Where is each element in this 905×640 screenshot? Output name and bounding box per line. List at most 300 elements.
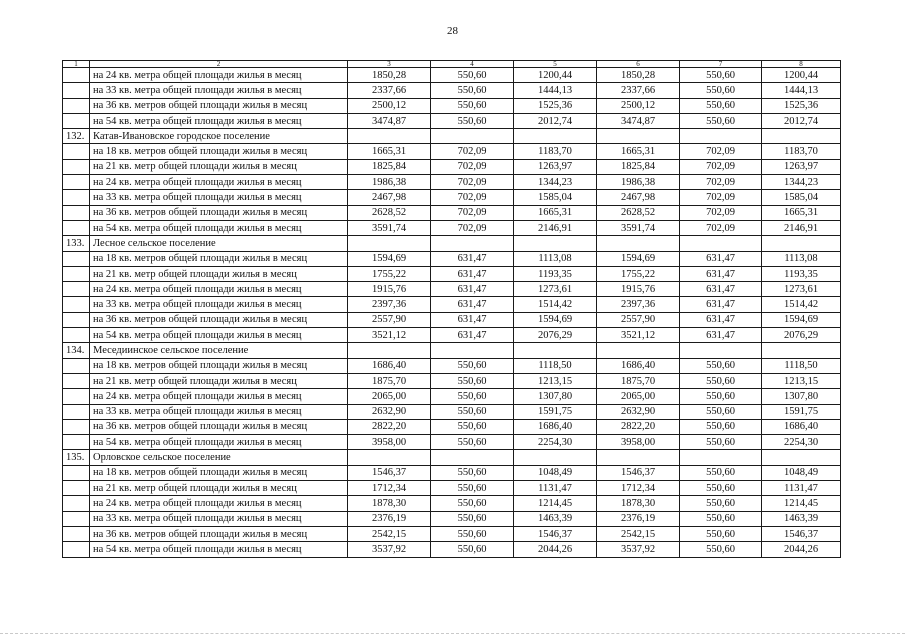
value-cell-col-6: 2822,20 [597,419,680,434]
value-cell-col-4: 702,09 [431,205,514,220]
value-cell-col-8: 2146,91 [762,220,841,235]
norm-description: на 33 кв. метра общей площади жилья в месяц [90,297,348,312]
index-cell [63,205,90,220]
index-cell [63,98,90,113]
empty-cell [431,450,514,465]
value-cell-col-4: 550,60 [431,373,514,388]
value-cell-col-3: 3958,00 [348,435,431,450]
value-cell-col-7: 631,47 [680,297,762,312]
value-cell-col-3: 2557,90 [348,312,431,327]
table-row [63,526,841,541]
empty-cell [762,236,841,251]
value-cell-col-3: 1875,70 [348,373,431,388]
value-cell-col-7: 550,60 [680,404,762,419]
value-cell-col-3: 1686,40 [348,358,431,373]
value-cell-col-3: 1755,22 [348,266,431,281]
value-cell-col-7: 702,09 [680,159,762,174]
value-cell-col-7: 702,09 [680,144,762,159]
section-number: 133. [63,236,90,251]
section-title: Катав-Ивановское городское поселение [90,129,348,144]
value-cell-col-7: 550,60 [680,542,762,557]
norm-description: на 54 кв. метра общей площади жилья в месяц [90,542,348,557]
value-cell-col-4: 702,09 [431,175,514,190]
index-cell [63,511,90,526]
table-body [63,68,841,558]
empty-cell [514,343,597,358]
index-cell [63,358,90,373]
section-number: 132. [63,129,90,144]
index-cell [63,389,90,404]
value-cell-col-5: 2044,26 [514,542,597,557]
value-cell-col-7: 631,47 [680,312,762,327]
value-cell-col-3: 1594,69 [348,251,431,266]
value-cell-col-8: 1344,23 [762,175,841,190]
value-cell-col-3: 2337,66 [348,83,431,98]
table-row [63,282,841,297]
value-cell-col-8: 1200,44 [762,68,841,83]
value-cell-col-5: 1200,44 [514,68,597,83]
norm-description: на 21 кв. метр общей площади жилья в месяц [90,266,348,281]
index-cell [63,190,90,205]
norm-description: на 24 кв. метра общей площади жилья в месяц [90,389,348,404]
value-cell-col-8: 1214,45 [762,496,841,511]
norm-description: на 54 кв. метра общей площади жилья в месяц [90,435,348,450]
section-row [63,450,841,465]
value-cell-col-5: 1183,70 [514,144,597,159]
index-cell [63,312,90,327]
empty-cell [762,129,841,144]
column-number: 1 [63,61,90,68]
section-row [63,343,841,358]
empty-cell [514,450,597,465]
value-cell-col-5: 1525,36 [514,98,597,113]
value-cell-col-6: 1875,70 [597,373,680,388]
value-cell-col-5: 1585,04 [514,190,597,205]
table-row [63,297,841,312]
norm-description: на 24 кв. метра общей площади жилья в месяц [90,68,348,83]
value-cell-col-7: 702,09 [680,205,762,220]
value-cell-col-3: 1712,34 [348,481,431,496]
value-cell-col-4: 550,60 [431,83,514,98]
value-cell-col-6: 3958,00 [597,435,680,450]
value-cell-col-4: 631,47 [431,297,514,312]
value-cell-col-4: 702,09 [431,159,514,174]
value-cell-col-5: 1546,37 [514,526,597,541]
index-cell [63,282,90,297]
value-cell-col-6: 2065,00 [597,389,680,404]
empty-cell [762,450,841,465]
index-cell [63,435,90,450]
value-cell-col-5: 1131,47 [514,481,597,496]
section-title: Лесное сельское поселение [90,236,348,251]
value-cell-col-8: 1131,47 [762,481,841,496]
empty-cell [348,450,431,465]
norm-description: на 36 кв. метров общей площади жилья в месяц [90,526,348,541]
index-cell [63,419,90,434]
value-cell-col-7: 702,09 [680,190,762,205]
norm-description: на 54 кв. метра общей площади жилья в месяц [90,220,348,235]
section-row [63,236,841,251]
section-number: 135. [63,450,90,465]
page-number: 28 [447,25,458,37]
section-number: 134. [63,343,90,358]
table-row [63,251,841,266]
value-cell-col-6: 2397,36 [597,297,680,312]
value-cell-col-3: 2632,90 [348,404,431,419]
table-row [63,266,841,281]
value-cell-col-4: 550,60 [431,98,514,113]
index-cell [63,542,90,557]
column-number: 5 [514,61,597,68]
norm-description: на 54 кв. метра общей площади жилья в месяц [90,328,348,343]
value-cell-col-7: 702,09 [680,220,762,235]
value-cell-col-7: 550,60 [680,113,762,128]
value-cell-col-6: 1594,69 [597,251,680,266]
value-cell-col-8: 1213,15 [762,373,841,388]
table-row [63,496,841,511]
index-cell [63,68,90,83]
index-cell [63,496,90,511]
value-cell-col-7: 631,47 [680,328,762,343]
value-cell-col-8: 1183,70 [762,144,841,159]
empty-cell [680,343,762,358]
value-cell-col-8: 1113,08 [762,251,841,266]
norm-description: на 36 кв. метров общей площади жилья в месяц [90,205,348,220]
value-cell-col-7: 550,60 [680,68,762,83]
index-cell [63,328,90,343]
value-cell-col-7: 550,60 [680,465,762,480]
norm-description: на 21 кв. метр общей площади жилья в месяц [90,481,348,496]
value-cell-col-6: 1825,84 [597,159,680,174]
value-cell-col-6: 3537,92 [597,542,680,557]
value-cell-col-3: 1665,31 [348,144,431,159]
table-row [63,144,841,159]
norm-description: на 36 кв. метров общей площади жилья в месяц [90,419,348,434]
value-cell-col-6: 2467,98 [597,190,680,205]
value-cell-col-4: 631,47 [431,312,514,327]
value-cell-col-8: 1665,31 [762,205,841,220]
value-cell-col-5: 1263,97 [514,159,597,174]
index-cell [63,220,90,235]
norm-description: на 54 кв. метра общей площади жилья в месяц [90,113,348,128]
column-number-row [63,61,841,68]
table-row [63,175,841,190]
value-cell-col-6: 1755,22 [597,266,680,281]
table-row [63,389,841,404]
table-row [63,404,841,419]
value-cell-col-6: 2376,19 [597,511,680,526]
empty-cell [597,450,680,465]
value-cell-col-4: 550,60 [431,113,514,128]
value-cell-col-6: 3591,74 [597,220,680,235]
value-cell-col-6: 2632,90 [597,404,680,419]
value-cell-col-5: 1048,49 [514,465,597,480]
index-cell [63,526,90,541]
table-row [63,190,841,205]
empty-cell [680,129,762,144]
value-cell-col-5: 2254,30 [514,435,597,450]
value-cell-col-5: 1686,40 [514,419,597,434]
empty-cell [597,343,680,358]
value-cell-col-3: 3591,74 [348,220,431,235]
value-cell-col-4: 550,60 [431,419,514,434]
norm-description: на 33 кв. метра общей площади жилья в месяц [90,83,348,98]
value-cell-col-6: 1686,40 [597,358,680,373]
empty-cell [348,129,431,144]
value-cell-col-8: 1525,36 [762,98,841,113]
section-row [63,129,841,144]
norm-description: на 18 кв. метров общей площади жилья в месяц [90,358,348,373]
value-cell-col-5: 1118,50 [514,358,597,373]
value-cell-col-4: 550,60 [431,496,514,511]
norm-description: на 36 кв. метров общей площади жилья в месяц [90,312,348,327]
value-cell-col-3: 3537,92 [348,542,431,557]
value-cell-col-7: 550,60 [680,526,762,541]
table-row [63,373,841,388]
value-cell-col-5: 1273,61 [514,282,597,297]
table-row [63,68,841,83]
value-cell-col-7: 550,60 [680,511,762,526]
table-row [63,83,841,98]
value-cell-col-6: 2500,12 [597,98,680,113]
value-cell-col-7: 550,60 [680,481,762,496]
index-cell [63,465,90,480]
value-cell-col-6: 1986,38 [597,175,680,190]
column-number: 8 [762,61,841,68]
value-cell-col-4: 550,60 [431,526,514,541]
value-cell-col-4: 550,60 [431,481,514,496]
index-cell [63,159,90,174]
norm-description: на 18 кв. метров общей площади жилья в месяц [90,144,348,159]
value-cell-col-3: 1878,30 [348,496,431,511]
value-cell-col-3: 3521,12 [348,328,431,343]
index-cell [63,83,90,98]
column-number: 3 [348,61,431,68]
value-cell-col-8: 1048,49 [762,465,841,480]
norm-description: на 24 кв. метра общей площади жилья в месяц [90,282,348,297]
column-number: 7 [680,61,762,68]
value-cell-col-3: 1986,38 [348,175,431,190]
value-cell-col-8: 1444,13 [762,83,841,98]
value-cell-col-8: 1263,97 [762,159,841,174]
table-row [63,159,841,174]
value-cell-col-5: 1307,80 [514,389,597,404]
value-cell-col-7: 550,60 [680,373,762,388]
value-cell-col-4: 631,47 [431,266,514,281]
value-cell-col-3: 2376,19 [348,511,431,526]
table-row [63,481,841,496]
empty-cell [597,129,680,144]
tariff-table [62,60,841,558]
value-cell-col-3: 1825,84 [348,159,431,174]
empty-cell [348,343,431,358]
table-row [63,205,841,220]
value-cell-col-7: 631,47 [680,251,762,266]
value-cell-col-8: 1514,42 [762,297,841,312]
value-cell-col-4: 550,60 [431,465,514,480]
value-cell-col-3: 1546,37 [348,465,431,480]
table-row [63,511,841,526]
empty-cell [431,236,514,251]
value-cell-col-4: 550,60 [431,358,514,373]
value-cell-col-8: 1546,37 [762,526,841,541]
value-cell-col-4: 631,47 [431,251,514,266]
table-row [63,328,841,343]
value-cell-col-5: 1591,75 [514,404,597,419]
value-cell-col-8: 1594,69 [762,312,841,327]
value-cell-col-3: 2628,52 [348,205,431,220]
value-cell-col-7: 550,60 [680,496,762,511]
column-number: 6 [597,61,680,68]
value-cell-col-4: 631,47 [431,282,514,297]
section-title: Меседиинское сельское поселение [90,343,348,358]
table-row [63,113,841,128]
value-cell-col-8: 1118,50 [762,358,841,373]
value-cell-col-6: 2542,15 [597,526,680,541]
norm-description: на 24 кв. метра общей площади жилья в месяц [90,496,348,511]
value-cell-col-5: 1344,23 [514,175,597,190]
value-cell-col-6: 3521,12 [597,328,680,343]
table-row [63,435,841,450]
value-cell-col-5: 1193,35 [514,266,597,281]
value-cell-col-3: 2397,36 [348,297,431,312]
value-cell-col-8: 1686,40 [762,419,841,434]
value-cell-col-3: 2065,00 [348,389,431,404]
value-cell-col-8: 1591,75 [762,404,841,419]
value-cell-col-6: 1546,37 [597,465,680,480]
value-cell-col-7: 550,60 [680,435,762,450]
norm-description: на 33 кв. метра общей площади жилья в месяц [90,511,348,526]
value-cell-col-4: 550,60 [431,389,514,404]
norm-description: на 21 кв. метр общей площади жилья в месяц [90,373,348,388]
value-cell-col-5: 1594,69 [514,312,597,327]
value-cell-col-8: 2076,29 [762,328,841,343]
value-cell-col-6: 3474,87 [597,113,680,128]
empty-cell [762,343,841,358]
value-cell-col-5: 1213,15 [514,373,597,388]
empty-cell [680,450,762,465]
value-cell-col-5: 2012,74 [514,113,597,128]
value-cell-col-5: 1113,08 [514,251,597,266]
empty-cell [348,236,431,251]
value-cell-col-5: 1514,42 [514,297,597,312]
value-cell-col-4: 550,60 [431,542,514,557]
index-cell [63,404,90,419]
norm-description: на 36 кв. метров общей площади жилья в месяц [90,98,348,113]
table-row [63,465,841,480]
value-cell-col-5: 1463,39 [514,511,597,526]
value-cell-col-8: 1307,80 [762,389,841,404]
value-cell-col-4: 631,47 [431,328,514,343]
value-cell-col-4: 550,60 [431,404,514,419]
value-cell-col-3: 2542,15 [348,526,431,541]
section-title: Орловское сельское поселение [90,450,348,465]
value-cell-col-7: 550,60 [680,98,762,113]
norm-description: на 18 кв. метров общей площади жилья в месяц [90,465,348,480]
index-cell [63,373,90,388]
index-cell [63,175,90,190]
value-cell-col-6: 2628,52 [597,205,680,220]
table-row [63,312,841,327]
column-number: 4 [431,61,514,68]
table-row [63,419,841,434]
value-cell-col-5: 1214,45 [514,496,597,511]
value-cell-col-7: 631,47 [680,266,762,281]
norm-description: на 18 кв. метров общей площади жилья в месяц [90,251,348,266]
index-cell [63,144,90,159]
value-cell-col-8: 2254,30 [762,435,841,450]
empty-cell [514,236,597,251]
value-cell-col-5: 1665,31 [514,205,597,220]
value-cell-col-8: 2044,26 [762,542,841,557]
value-cell-col-3: 2822,20 [348,419,431,434]
table-row [63,358,841,373]
value-cell-col-3: 2467,98 [348,190,431,205]
value-cell-col-5: 2076,29 [514,328,597,343]
empty-cell [431,343,514,358]
norm-description: на 33 кв. метра общей площади жилья в месяц [90,190,348,205]
value-cell-col-7: 631,47 [680,282,762,297]
index-cell [63,481,90,496]
table-row [63,220,841,235]
value-cell-col-8: 1193,35 [762,266,841,281]
norm-description: на 24 кв. метра общей площади жилья в месяц [90,175,348,190]
norm-description: на 21 кв. метр общей площади жилья в месяц [90,159,348,174]
column-number: 2 [90,61,348,68]
value-cell-col-8: 1585,04 [762,190,841,205]
value-cell-col-5: 2146,91 [514,220,597,235]
value-cell-col-5: 1444,13 [514,83,597,98]
value-cell-col-6: 2557,90 [597,312,680,327]
value-cell-col-3: 1915,76 [348,282,431,297]
value-cell-col-4: 702,09 [431,220,514,235]
index-cell [63,266,90,281]
value-cell-col-3: 1850,28 [348,68,431,83]
value-cell-col-4: 550,60 [431,435,514,450]
index-cell [63,113,90,128]
index-cell [63,297,90,312]
norm-description: на 33 кв. метра общей площади жилья в месяц [90,404,348,419]
empty-cell [431,129,514,144]
empty-cell [514,129,597,144]
value-cell-col-7: 550,60 [680,358,762,373]
scan-edge-divider [0,633,905,635]
value-cell-col-6: 1915,76 [597,282,680,297]
table-row [63,542,841,557]
value-cell-col-8: 1463,39 [762,511,841,526]
value-cell-col-7: 550,60 [680,83,762,98]
value-cell-col-7: 550,60 [680,389,762,404]
value-cell-col-8: 2012,74 [762,113,841,128]
value-cell-col-4: 550,60 [431,68,514,83]
value-cell-col-6: 2337,66 [597,83,680,98]
value-cell-col-7: 550,60 [680,419,762,434]
table-row [63,98,841,113]
index-cell [63,251,90,266]
value-cell-col-7: 702,09 [680,175,762,190]
value-cell-col-4: 702,09 [431,144,514,159]
value-cell-col-4: 550,60 [431,511,514,526]
value-cell-col-3: 2500,12 [348,98,431,113]
value-cell-col-8: 1273,61 [762,282,841,297]
value-cell-col-6: 1850,28 [597,68,680,83]
value-cell-col-6: 1665,31 [597,144,680,159]
value-cell-col-6: 1712,34 [597,481,680,496]
empty-cell [597,236,680,251]
value-cell-col-3: 3474,87 [348,113,431,128]
empty-cell [680,236,762,251]
value-cell-col-4: 702,09 [431,190,514,205]
